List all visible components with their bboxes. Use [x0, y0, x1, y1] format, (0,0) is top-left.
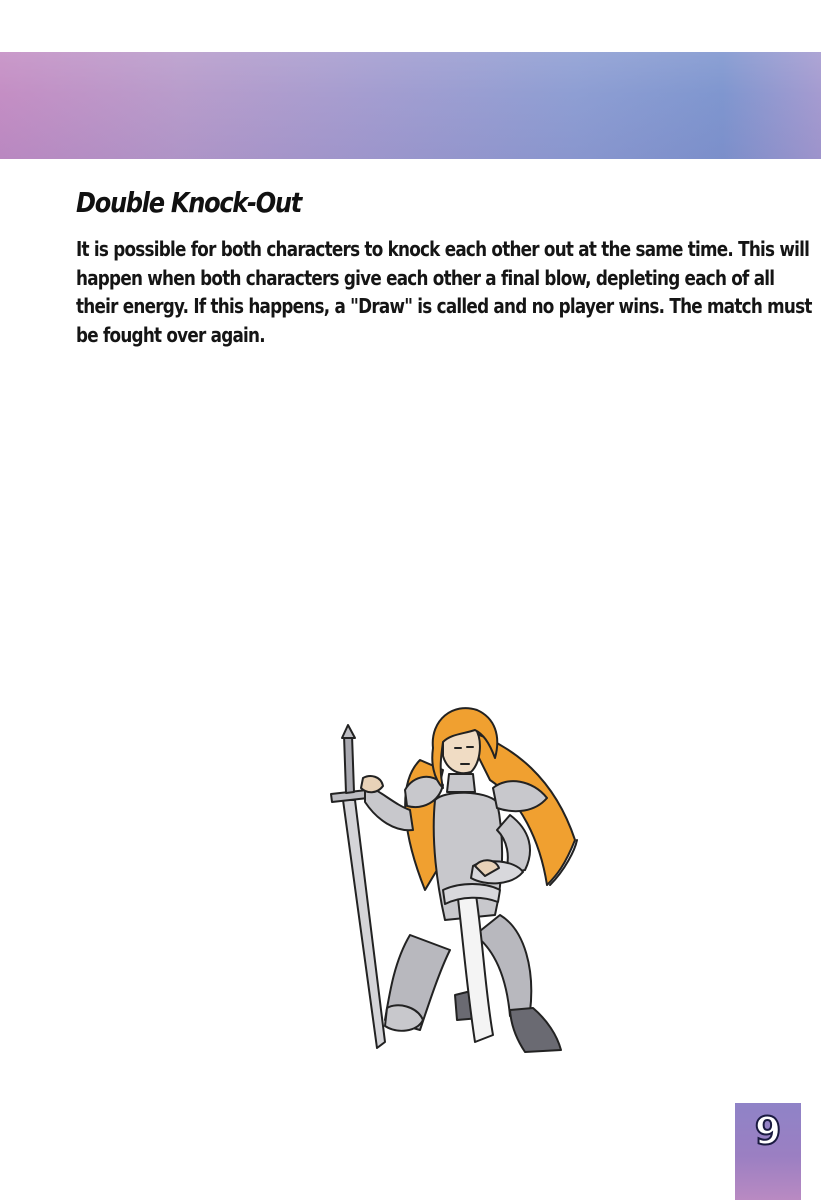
- sword-blade: [343, 800, 385, 1048]
- header-color-band: [0, 52, 821, 159]
- body-line: their energy. If this happens, a "Draw" is called and no player wins. The match must: [76, 294, 812, 318]
- gauntlet-left: [361, 776, 383, 792]
- swordswoman-illustration: [325, 690, 600, 1065]
- boot-right: [510, 1008, 561, 1052]
- sword-grip: [344, 735, 354, 793]
- body-line: It is possible for both characters to knock each other out at the same time. This will: [76, 237, 810, 261]
- section-body: [76, 235, 812, 349]
- neck-guard: [447, 774, 475, 792]
- body-line: be fought over again.: [76, 322, 265, 347]
- body-line: happen when both characters give each other a final blow, depleting each of all: [76, 265, 775, 290]
- page-number-box: [735, 1103, 801, 1200]
- sword-pommel: [342, 725, 355, 738]
- section-title: Double Knock-Out: [76, 186, 301, 219]
- page-number: 9: [754, 1109, 782, 1153]
